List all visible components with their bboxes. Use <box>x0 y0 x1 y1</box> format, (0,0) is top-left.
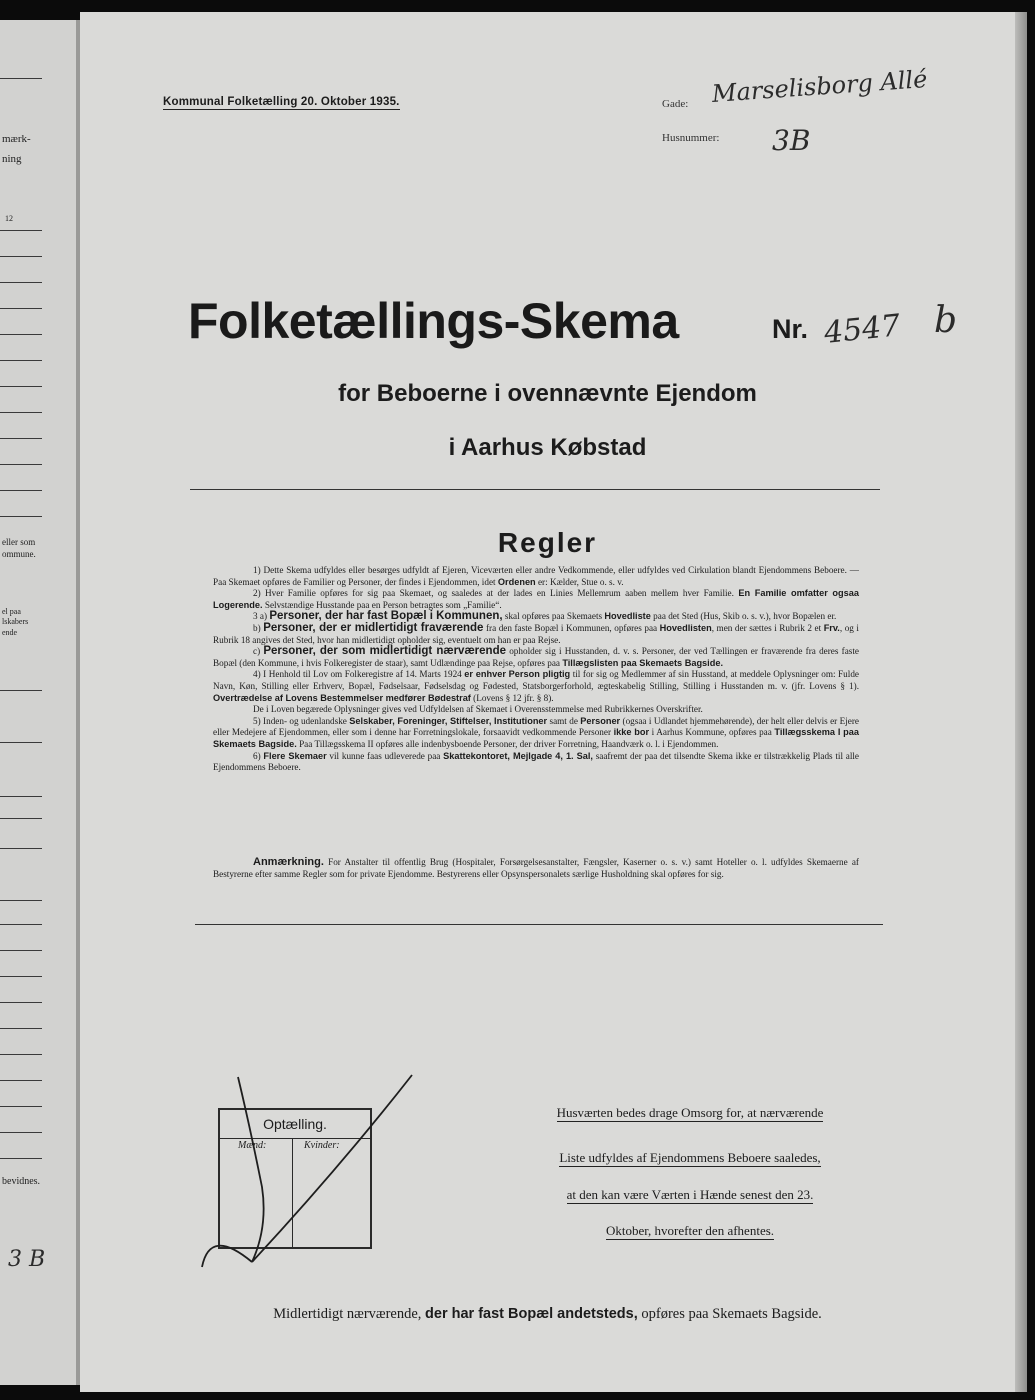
form-title: Folketællings-Skema <box>188 293 679 349</box>
rule-3a: 3 a) Personer, der har fast Bopæl i Kommunen, skal opføres paa Skemaets Hovedliste paa det Sted (Hus, Skib o. s. v.), hvor Bopælen er. <box>253 610 837 623</box>
annotation-label: Anmærkning. <box>253 856 324 868</box>
rule-3c: c) Personer, der som midlertidigt nærværende opholder sig i Husstanden, d. v. s. Personer, der ved Tællingen er fraværende fra deres faste Bopæl (den Kommune, i hvis Folkeregister de staar), samt Udlændinge paa Rejse, opføres paa Tillægslisten paa Skemaets Bagside. <box>213 645 859 668</box>
rule-3b: b) Personer, der er midlertidigt fraværende fra den faste Bopæl i Kommunen, opføres paa Hovedlisten, men der sættes i Rubrik 2 et Frv., og i Rubrik 18 angives det Sted, hvor han midlertidigt opholder sig, eventuelt om han er paa Rejse. <box>213 621 859 645</box>
left-fragment-text: ommune. <box>2 549 36 559</box>
pen-check-mark <box>190 1067 430 1287</box>
left-fragment-text: el paa <box>2 607 21 616</box>
left-fragment-text: ning <box>2 153 22 165</box>
rule-line <box>0 256 42 257</box>
left-fragment-text: bevidnes. <box>2 1176 41 1187</box>
census-title: Kommunal Folketælling 20. Oktober 1935. <box>163 96 400 108</box>
rule-line <box>0 1106 42 1107</box>
host-notice-line: Husværten bedes drage Omsorg for, at nærværende <box>556 1105 824 1120</box>
rule-line <box>0 78 42 79</box>
rule-1: 1) Dette Skema udfyldes eller besørges udfyldt af Ejeren, Viceværten eller andre Vedkommende, eller udfyldes ved Cirkulation blandt Ejendommens Beboere. — Paa Skemaet opføres de Familier og Personer, der findes i Ejendommen, idet Ordenen er: Kælder, Stue o. s. v. <box>213 565 859 587</box>
host-notice-line: at den kan være Værten i Hænde senest den 23. <box>566 1187 814 1202</box>
left-page-fragment <box>0 20 80 1385</box>
left-fragment-text: ende <box>2 628 18 637</box>
left-fragment-text: mærk- <box>2 133 31 145</box>
form-number-handwritten: 4547 <box>822 308 902 351</box>
rule-line <box>0 818 42 819</box>
nr-label: Nr. <box>772 314 809 344</box>
rule-line <box>0 1002 42 1003</box>
host-notice-line: Oktober, hvorefter den afhentes. <box>605 1223 775 1238</box>
rule-line <box>0 690 42 691</box>
form-number-suffix-handwritten: b <box>934 300 958 341</box>
rule-line <box>0 516 42 517</box>
women-label: Kvinder: <box>304 1140 340 1151</box>
rule-line <box>0 976 42 977</box>
rule-line <box>0 386 42 387</box>
rule-5: 5) Inden- og udenlandske Selskaber, Foreninger, Stiftelser, Institutioner samt de Personer (ogsaa i Udlandet hjemmehørende), der helt eller delvis er Ejere eller Medejere af Ejendommen, eller som i denne har Forretningslokale, forsaavidt vedkommende Personer ikke bor i Aarhus Kommune, opføres paa Tillægsskema I paa Skemaets Bagside. Paa Tillægsskema II opføres alle indenbysboende Personer, der driver Forretning, Haandværk o. l. i Ejendommen. <box>213 715 860 749</box>
page-edge <box>1015 12 1027 1392</box>
rule-line <box>0 1028 42 1029</box>
annotation-text: For Anstalter til offentlig Brug (Hospitaler, Forsørgelsesanstalter, Fængsler, Kaserner o. s. v.) samt Hoteller o. l. udfyldes Skemaerne af Bestyrerne efter samme Regler som for private Ejendomme. Bestyrerens eller Opsynspersonalets særlige Husholdning skal opføres for sig. <box>213 857 859 879</box>
left-fragment-text: 12 <box>5 214 13 223</box>
divider-line <box>195 924 883 925</box>
rule-line <box>0 464 42 465</box>
house-number-label: Husnummer: <box>662 132 720 144</box>
census-form-page <box>80 12 1015 1392</box>
rule-4: 4) I Henhold til Lov om Folkeregistre af 14. Marts 1924 er enhver Person pligtig til for sig og Medlemmer af sin Husstand, at meddele Oplysninger om: Fulde Navn, Køn, Stilling eller Erhverv, Bopæl, Fødselsaar, Fødselsdag og Fødested, Statsborgerforhold, ægteskabelig Stilling, Stilling i Husstanden m. v. (jfr. Lovens § 1). Overtrædelse af Lovens Bestemmelser medfører Bødestraf (Lovens § 12 jfr. § 8). <box>213 669 859 703</box>
rule-4-note: De i Loven begærede Oplysninger gives ved Udfyldelsen af Skemaet i Overensstemmelse med Rubrikkernes Overskrifter. <box>253 704 703 715</box>
rule-line <box>0 438 42 439</box>
house-number-handwritten: 3B <box>772 124 811 157</box>
rule-line <box>0 412 42 413</box>
rule-line <box>0 230 42 231</box>
rules-text <box>213 565 859 774</box>
left-fragment-text: lskabers <box>2 617 29 626</box>
rule-line <box>0 334 42 335</box>
rule-line <box>0 1080 42 1081</box>
rule-line <box>0 308 42 309</box>
footer-note: Midlertidigt nærværende, der har fast Bopæl andetsteds, opføres paa Skemaets Bagside. <box>273 1306 822 1322</box>
rule-line <box>0 1158 42 1159</box>
rule-line <box>0 900 42 901</box>
annotation-note <box>213 857 859 880</box>
rule-line <box>0 950 42 951</box>
host-notice-line: Liste udfyldes af Ejendommens Beboere saaledes, <box>559 1150 821 1165</box>
handwritten-house-number: 3 B <box>8 1247 46 1272</box>
rule-line <box>0 1054 42 1055</box>
street-handwritten: Marselisborg Allé <box>711 64 929 108</box>
rule-line <box>0 924 42 925</box>
rule-2: 2) Hver Familie opføres for sig paa Skemaet, og saaledes at der lades en Linies Mellemrum aaben mellem hver Familie. En Familie omfatter ogsaa Logerende. Selvstændige Husstande paa en Person betragtes som „Familie“. <box>213 588 859 610</box>
rule-line <box>0 360 42 361</box>
rule-line <box>0 490 42 491</box>
rule-line <box>0 742 42 743</box>
rules-heading: Regler <box>497 527 598 558</box>
rule-line <box>0 796 42 797</box>
left-fragment-text: eller som <box>2 537 36 547</box>
rule-line <box>0 282 42 283</box>
divider-line <box>190 489 880 490</box>
count-box-title: Optælling. <box>220 1110 370 1139</box>
rule-6: 6) Flere Skemaer vil kunne faas udleverede paa Skattekontoret, Mejlgade 4, 1. Sal, saafremt der paa det tilsendte Skema ikke er tilstrækkelig Plads til alle Ejendommens Beboere. <box>213 750 860 773</box>
subtitle-residents: for Beboerne i ovennævnte Ejendom <box>338 380 757 407</box>
subtitle-city: i Aarhus Købstad <box>448 434 647 461</box>
men-label: Mænd: <box>238 1140 267 1151</box>
street-label: Gade: <box>662 98 689 110</box>
rule-line <box>0 848 42 849</box>
rule-line <box>0 1132 42 1133</box>
